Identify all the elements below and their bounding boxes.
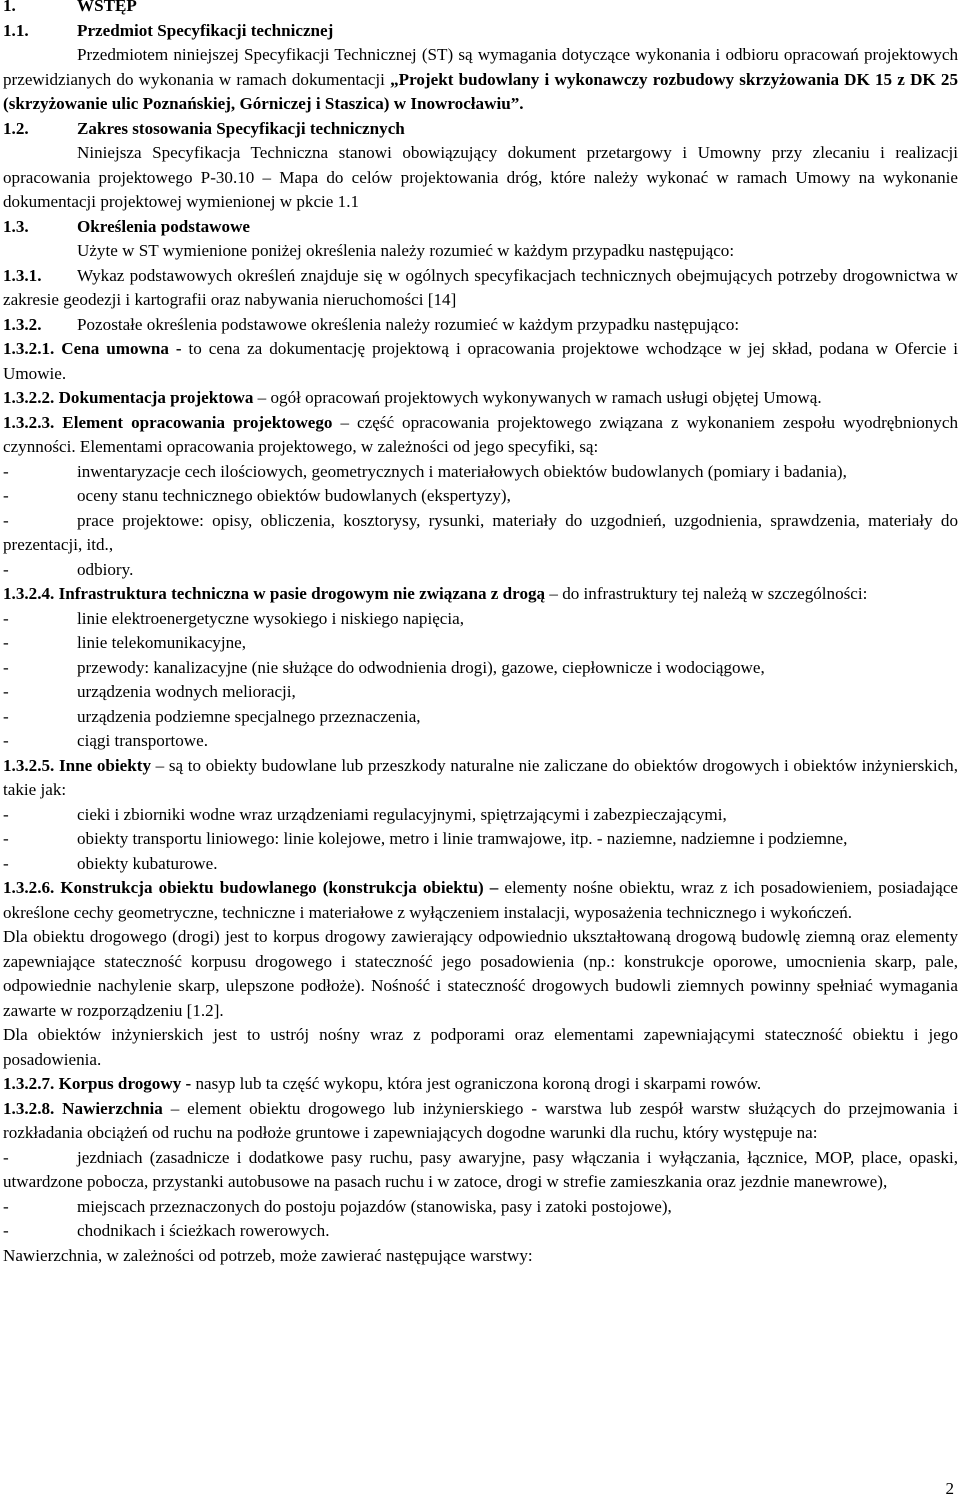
list-item xyxy=(3,827,958,852)
list-item-text: ciągi transportowe. xyxy=(77,731,209,750)
section-number: 1.3.2.3. xyxy=(3,412,55,432)
heading-1-3 xyxy=(3,215,958,240)
list-element-opracowania xyxy=(3,460,958,485)
heading-number: 1.2. xyxy=(3,118,29,138)
list-item-text: prace projektowe: opisy, obliczenia, kosztorysy, rysunki, materiały do uzgodnień, uzgodnienia, sprawdzenia, materiały do prezentacji, itd., xyxy=(3,510,958,554)
list-item xyxy=(3,852,958,877)
definition-korpus-drogowy xyxy=(3,1072,958,1097)
definition-term: Inne obiekty xyxy=(58,755,152,775)
bullet-dash: - xyxy=(3,706,9,726)
definition-text: – są to obiekty budowlane lub przeszkody naturalne nie zaliczane do obiektów drogowych i obiektów inżynierskich, takie jak: xyxy=(3,755,958,799)
definition-term: Nawierzchnia xyxy=(62,1098,163,1118)
definition-cena-umowna xyxy=(3,337,958,386)
list-item xyxy=(3,803,958,828)
paragraph-text: Pozostałe określenia podstawowe określenia należy rozumieć w każdym przypadku następująco: xyxy=(77,314,740,334)
paragraph-1-2 xyxy=(3,141,958,215)
list-item-text: cieki i zbiorniki wodne wraz urządzeniami regulacyjnymi, spiętrzającymi i zabezpieczającymi, xyxy=(77,804,727,824)
list-item-text: chodnikach i ścieżkach rowerowych. xyxy=(77,1221,330,1240)
list-item xyxy=(3,1146,958,1195)
list-item-text: urządzenia wodnych melioracji, xyxy=(77,682,296,701)
bullet-dash: - xyxy=(3,461,9,481)
definition-term: Infrastruktura techniczna w pasie drogowym nie związana z drogą xyxy=(58,584,546,603)
list-item-text: obiekty transportu liniowego: linie kolejowe, metro i linie tramwajowe, itp. - naziemne, nadziemne i podziemne, xyxy=(77,829,848,848)
project-title: „Projekt budowlany i wykonawczy rozbudowy skrzyżowania DK 15 z DK 25 (skrzyżowanie ulic Poznańskiej, Górniczej i Staszica) w Inowrocławiu”. xyxy=(3,69,958,113)
list-item xyxy=(3,656,958,681)
bullet-dash: - xyxy=(3,1221,9,1240)
list-item-text xyxy=(77,460,958,485)
list-item xyxy=(3,631,958,656)
page-number: 2 xyxy=(945,1478,954,1498)
definition-term: Konstrukcja obiektu budowlanego (konstrukcja obiektu) – xyxy=(60,878,499,897)
list-item-text: odbiory. xyxy=(77,559,134,579)
document-page xyxy=(3,0,958,1268)
list-item xyxy=(3,509,958,558)
list-item xyxy=(3,460,958,485)
definition-inne-obiekty xyxy=(3,754,958,803)
paragraph-1-1 xyxy=(3,43,958,117)
list-item xyxy=(3,1195,958,1220)
bullet-dash: - xyxy=(3,829,9,848)
list-item-text: oceny stanu technicznego obiektów budowlanych (ekspertyzy), xyxy=(77,486,511,505)
list-item xyxy=(3,607,958,632)
section-number: 1.3.2.2. xyxy=(3,388,55,407)
definition-dokumentacja-projektowa xyxy=(3,386,958,411)
bullet-dash: - xyxy=(3,1196,9,1216)
paragraph-1-3-1 xyxy=(3,264,958,313)
paragraph-closing: Nawierzchnia, w zależności od potrzeb, może zawierać następujące warstwy: xyxy=(3,1245,533,1265)
definition-text: to cena za dokumentację projektową i opracowania projektowe wchodzące w jej skład, podana w Ofercie i Umowie. xyxy=(3,339,959,383)
section-number: 1.3.1. xyxy=(3,265,42,285)
section-number: 1.3.2.1. xyxy=(3,339,55,358)
bullet-dash: - xyxy=(3,731,9,750)
heading-number: 1. xyxy=(3,0,16,15)
paragraph-text: Użyte w ST wymienione poniżej określenia należy rozumieć w każdym przypadku następująco: xyxy=(77,241,735,260)
paragraph-text: Wykaz podstawowych określeń znajduje się w ogólnych specyfikacjach technicznych obejmujących potrzeby drogownictwa w zakresie geodezji i kartografii oraz nabywania nieruchomości [14] xyxy=(3,265,958,309)
bullet-dash: - xyxy=(3,486,9,505)
heading-title: Zakres stosowania Specyfikacji technicznych xyxy=(77,118,405,138)
definition-text: nasyp lub ta część wykopu, która jest ograniczona koroną drogi i skarpami rowów. xyxy=(191,1074,762,1093)
definition-text: – do infrastruktury tej należą w szczególności: xyxy=(545,584,868,603)
definition-text: elementy nośne obiektu, wraz z ich posadowieniem, posiadające określone cechy geometryczne, techniczne i materiałowe z wyłączeniem instalacji, wyposażenia technicznego i wykończeń. xyxy=(3,878,959,922)
definition-term: Dokumentacja projektowa xyxy=(58,388,254,407)
definition-term: Element opracowania projektowego xyxy=(62,412,333,432)
definition-text: – ogół opracowań projektowych wykonywanych w ramach usługi objętej Umową. xyxy=(253,388,822,407)
heading-title: Przedmiot Specyfikacji technicznej xyxy=(77,20,334,40)
bullet-dash: - xyxy=(3,510,9,530)
bullet-dash: - xyxy=(3,608,9,628)
definition-element-opracowania xyxy=(3,411,958,460)
list-item-text: miejscach przeznaczonych do postoju pojazdów (stanowiska, pasy i zatoki postojowe), xyxy=(77,1196,672,1216)
list-item xyxy=(3,1219,958,1244)
heading-title: WSTĘP xyxy=(77,0,137,15)
paragraph-1-3 xyxy=(3,239,958,264)
list-item-text: jezdniach (zasadnicze i dodatkowe pasy ruchu, pasy awaryjne, pasy włączania i wyłączania, łącznice, MOP, place, opaski, utwardzone pobocza, przystanki autobusowe na pasach ruchu i w zatoce, drogi w strefie zamieszkania oraz jezdnie manewrowe), xyxy=(3,1147,958,1191)
paragraph-obiekt-drogowy: Dla obiektu drogowego (drogi) jest to korpus drogowy zawierający odpowiednio ukształtowaną drogową budowlę ziemną oraz elementy zapewniające stateczność korpusu drogowego i stateczność jego posadowienia (np.: konstrukcje oporowe, umocnienia skarp, pale, odpowiednie nachylenie skarp, ulepszone podłoże). Nośność i stateczność drogowych budowli ziemnych powinny spełniać wymagania zawarte w rozporządzeniu [1.2]. xyxy=(3,927,958,1020)
definition-term: Korpus drogowy - xyxy=(58,1074,192,1093)
bullet-dash: - xyxy=(3,633,9,652)
bullet-dash: - xyxy=(3,657,9,677)
list-item-text: linie elektroenergetyczne wysokiego i niskiego napięcia, xyxy=(77,608,465,628)
list-item-content: inwentaryzacje cech ilościowych, geometrycznych i materiałowych obiektów budowlanych (pomiary i badania), xyxy=(77,461,847,481)
list-item xyxy=(3,729,958,754)
heading-number: 1.1. xyxy=(3,20,29,40)
list-item-text: obiekty kubaturowe. xyxy=(77,853,218,873)
list-item-text: przewody: kanalizacyjne (nie służące do odwodnienia drogi), gazowe, ciepłownicze i wodociągowe, xyxy=(77,657,765,677)
heading-1-2 xyxy=(3,117,958,142)
section-number: 1.3.2.6. xyxy=(3,878,55,897)
bullet-dash: - xyxy=(3,559,9,579)
list-item-text: urządzenia podziemne specjalnego przeznaczenia, xyxy=(77,706,421,726)
paragraph-1-3-2 xyxy=(3,313,958,338)
definition-text: – element obiektu drogowego lub inżynierskiego - warstwa lub zespół warstw służących do przejmowania i rozkładania obciążeń od ruchu na podłoże gruntowe i zapewniających dogodne warunki dla ruchu, który występuje na: xyxy=(3,1098,958,1142)
list-item xyxy=(3,680,958,705)
section-number: 1.3.2.4. xyxy=(3,584,55,603)
heading-1 xyxy=(3,0,958,19)
paragraph-text: Niniejsza Specyfikacja Techniczna stanowi obowiązujący dokument przetargowy i Umowny przy zlecaniu i realizacji opracowania projektowego P-30.10 – Mapa do celów projektowania dróg, które należy wykonać w ramach Umowy na wykonanie dokumentacji projektowej wymienionej w pkcie 1.1 xyxy=(3,143,958,211)
list-item xyxy=(3,558,958,583)
paragraph-text: Przedmiotem niniejszej Specyfikacji Technicznej (ST) są wymagania dotyczące wykonania i odbioru opracowań projektowych przewidzianych do wykonania w ramach dokumentacji xyxy=(3,45,958,89)
heading-number: 1.3. xyxy=(3,216,29,236)
section-number: 1.3.2.8. xyxy=(3,1098,55,1118)
definition-text: – część opracowania projektowego związana z wykonaniem zespołu wyodrębnionych czynności. Elementami opracowania projektowego, w zależności od jego specyfiki, są: xyxy=(3,412,958,456)
bullet-dash: - xyxy=(3,804,9,824)
definition-term: Cena umowna - xyxy=(61,339,182,358)
section-number: 1.3.2.7. xyxy=(3,1074,55,1093)
bullet-dash: - xyxy=(3,1147,9,1167)
bullet-dash: - xyxy=(3,682,9,701)
heading-title: Określenia podstawowe xyxy=(77,216,251,236)
list-item xyxy=(3,484,958,509)
bullet-dash: - xyxy=(3,853,9,873)
section-number: 1.3.2. xyxy=(3,314,42,334)
definition-konstrukcja-obiektu xyxy=(3,876,958,925)
list-item xyxy=(3,705,958,730)
heading-1-1 xyxy=(3,19,958,44)
paragraph-obiekt-inzynierski: Dla obiektów inżynierskich jest to ustrój nośny wraz z podporami oraz elementami zapewniającymi stateczność obiektu i jego posadowienia. xyxy=(3,1025,958,1069)
list-item-text: linie telekomunikacyjne, xyxy=(77,633,246,652)
definition-nawierzchnia xyxy=(3,1097,958,1146)
definition-infrastruktura xyxy=(3,582,958,607)
section-number: 1.3.2.5. xyxy=(3,755,55,775)
